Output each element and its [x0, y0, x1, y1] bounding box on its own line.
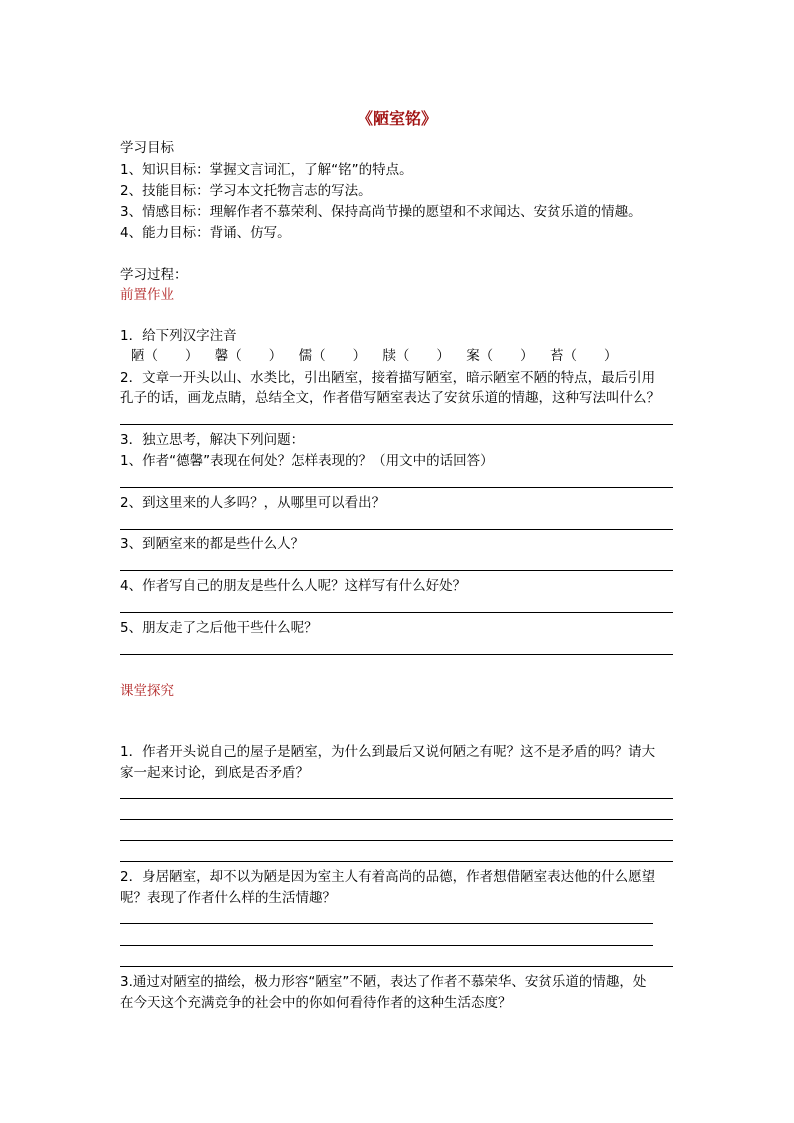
answer-line	[120, 570, 673, 571]
classroom-question-2-line-2: 呢？表现了作者什么样的生活情趣？	[120, 890, 336, 906]
answer-line	[120, 861, 673, 862]
objective-item: 2、技能目标：学习本文托物言志的写法。	[120, 183, 372, 199]
pinyin-item: 牍（ ）	[382, 348, 450, 364]
classroom-question-3-line-2: 在今天这个充满竞争的社会中的你如何看待作者的这种生活态度？	[120, 995, 512, 1011]
classroom-question-1-line-1: 1．作者开头说自己的屋子是陋室，为什么到最后又说何陋之有呢？这不是矛盾的吗？请大	[120, 744, 656, 760]
pinyin-item: 馨（ ）	[214, 348, 283, 364]
sub-question: 2、到这里来的人多吗？，从哪里可以看出？	[120, 495, 386, 511]
classroom-question-3-line-1: 3.通过对陋室的描绘，极力形容“陋室”不陋，表达了作者不慕荣华、安贫乐道的情趣，处	[120, 974, 647, 990]
answer-line	[120, 529, 673, 530]
preview-question-3: 3．独立思考，解决下列问题：	[120, 432, 305, 448]
answer-line	[120, 840, 673, 841]
classroom-question-2-line-1: 2．身居陋室，却不以为陋是因为室主人有着高尚的品德，作者想借陋室表达他的什么愿望	[120, 869, 656, 885]
preview-heading: 前置作业	[120, 287, 174, 303]
process-heading: 学习过程：	[120, 267, 188, 283]
answer-line	[120, 819, 673, 820]
objective-item: 3、情感目标：理解作者不慕荣利、保持高尚节操的愿望和不求闻达、安贫乐道的情趣。	[120, 204, 642, 220]
pinyin-item: 苔（ ）	[549, 348, 618, 364]
classroom-question-1-line-2: 家一起来讨论，到底是否矛盾？	[120, 765, 309, 781]
answer-line	[120, 923, 653, 924]
answer-line	[120, 612, 673, 613]
sub-question: 4、作者写自己的朋友是些什么人呢？这样写有什么好处？	[120, 578, 467, 594]
preview-question-2-line-1: 2．文章一开头以山、水类比，引出陋室，接着描写陋室，暗示陋室不陋的特点，最后引用	[120, 370, 656, 386]
pinyin-item: 案（ ）	[466, 348, 534, 364]
answer-line	[120, 487, 673, 488]
preview-question-2-line-2: 孔子的话，画龙点睛，总结全文，作者借写陋室表达了安贫乐道的情趣，这种写法叫什么？	[120, 390, 660, 406]
pinyin-item: 儒（ ）	[298, 348, 367, 364]
answer-line	[120, 424, 673, 425]
sub-question: 5、朋友走了之后他干些什么呢？	[120, 620, 318, 636]
answer-line	[120, 945, 653, 946]
answer-line	[120, 654, 673, 655]
objective-item: 4、能力目标：背诵、仿写。	[120, 225, 291, 241]
sub-question: 1、作者“德馨”表现在何处？怎样表现的？（用文中的话回答）	[120, 453, 494, 469]
answer-line	[120, 966, 673, 967]
answer-line	[120, 798, 673, 799]
pinyin-item: 陋（ ）	[131, 348, 199, 364]
objectives-heading: 学习目标	[120, 140, 174, 156]
preview-question-1: 1．给下列汉字注音	[120, 328, 237, 344]
pinyin-row	[131, 347, 617, 365]
page-title: 《陋室铭》	[356, 109, 437, 128]
objective-item: 1、知识目标：掌握文言词汇，了解“铭”的特点。	[120, 162, 413, 178]
sub-question: 3、到陋室来的都是些什么人？	[120, 536, 305, 552]
classroom-heading: 课堂探究	[120, 683, 174, 699]
